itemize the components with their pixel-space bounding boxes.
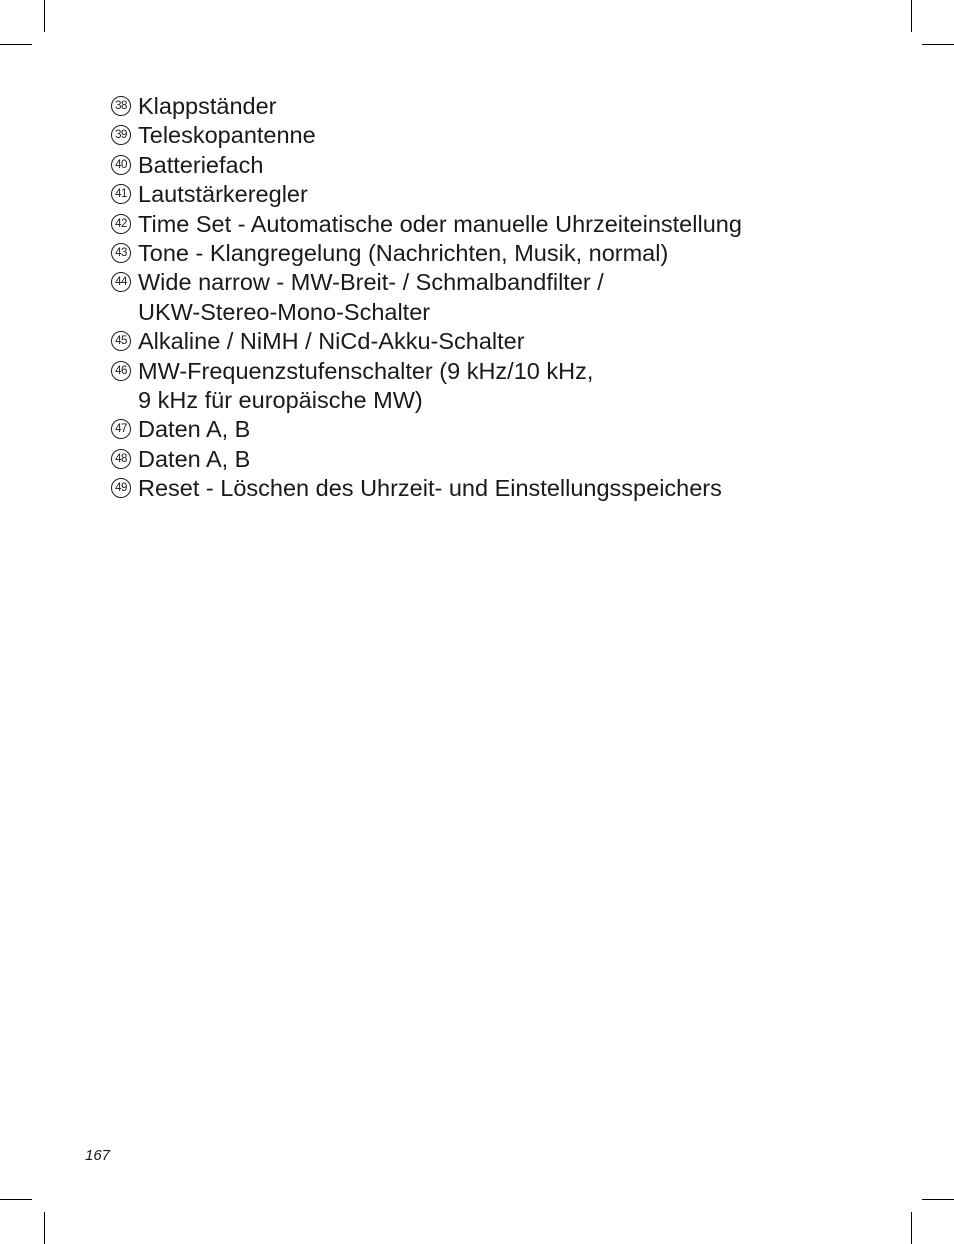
page-number: 167 xyxy=(85,1147,111,1164)
legend-item-text: Batteriefach xyxy=(138,151,264,178)
circled-number-icon: 43 xyxy=(111,243,131,263)
circled-number-icon: 42 xyxy=(111,214,131,234)
crop-mark-top-right-vertical xyxy=(911,0,912,32)
legend-item-text: Time Set - Automatische oder manuelle Uhrzeiteinstellung xyxy=(138,210,742,237)
legend-item-text: Klappständer xyxy=(138,93,277,119)
legend-item xyxy=(111,268,742,327)
legend-item xyxy=(111,415,742,444)
parts-legend-list xyxy=(111,92,742,504)
crop-mark-bottom-left-vertical xyxy=(44,1212,45,1244)
legend-item-text: Tone - Klangregelung (Nachrichten, Musik, normal) xyxy=(138,240,669,267)
legend-item-text: Daten A, B xyxy=(138,445,251,472)
crop-mark-top-left-vertical xyxy=(44,0,45,32)
legend-item-text: Reset - Löschen des Uhrzeit- und Einstellungsspeichers xyxy=(138,475,722,502)
legend-item xyxy=(111,357,742,416)
legend-item xyxy=(111,474,742,503)
legend-item xyxy=(111,151,742,180)
circled-number-icon: 46 xyxy=(111,361,131,381)
circled-number-icon: 48 xyxy=(111,449,131,469)
legend-item-text: Wide narrow - MW-Breit- / Schmalbandfilter / UKW-Stereo-Mono-Schalter xyxy=(138,269,604,325)
legend-item xyxy=(111,239,742,268)
legend-item-text: Daten A, B xyxy=(138,416,251,443)
legend-item xyxy=(111,92,742,121)
crop-mark-bottom-left-horizontal xyxy=(0,1199,32,1200)
legend-item-text: Alkaline / NiMH / NiCd-Akku-Schalter xyxy=(138,328,525,355)
legend-item-text: MW-Frequenzstufenschalter (9 kHz/10 kHz, 9 kHz für europäische MW) xyxy=(138,357,594,414)
legend-item xyxy=(111,210,742,239)
crop-mark-top-right-horizontal xyxy=(922,44,954,45)
circled-number-icon: 47 xyxy=(111,419,131,439)
crop-mark-bottom-right-vertical xyxy=(911,1212,912,1244)
circled-number-icon: 38 xyxy=(111,96,131,116)
circled-number-icon: 44 xyxy=(111,272,131,292)
circled-number-icon: 39 xyxy=(111,125,131,145)
circled-number-icon: 45 xyxy=(111,331,131,351)
legend-item-text: Lautstärkeregler xyxy=(138,181,308,208)
legend-item xyxy=(111,121,742,150)
crop-mark-top-left-horizontal xyxy=(0,44,32,45)
circled-number-icon: 41 xyxy=(111,184,131,204)
legend-item xyxy=(111,445,742,474)
legend-item-text: Teleskopantenne xyxy=(138,122,316,149)
crop-mark-bottom-right-horizontal xyxy=(922,1199,954,1200)
circled-number-icon: 40 xyxy=(111,155,131,175)
legend-item xyxy=(111,180,742,209)
legend-item xyxy=(111,327,742,356)
circled-number-icon: 49 xyxy=(111,478,131,498)
